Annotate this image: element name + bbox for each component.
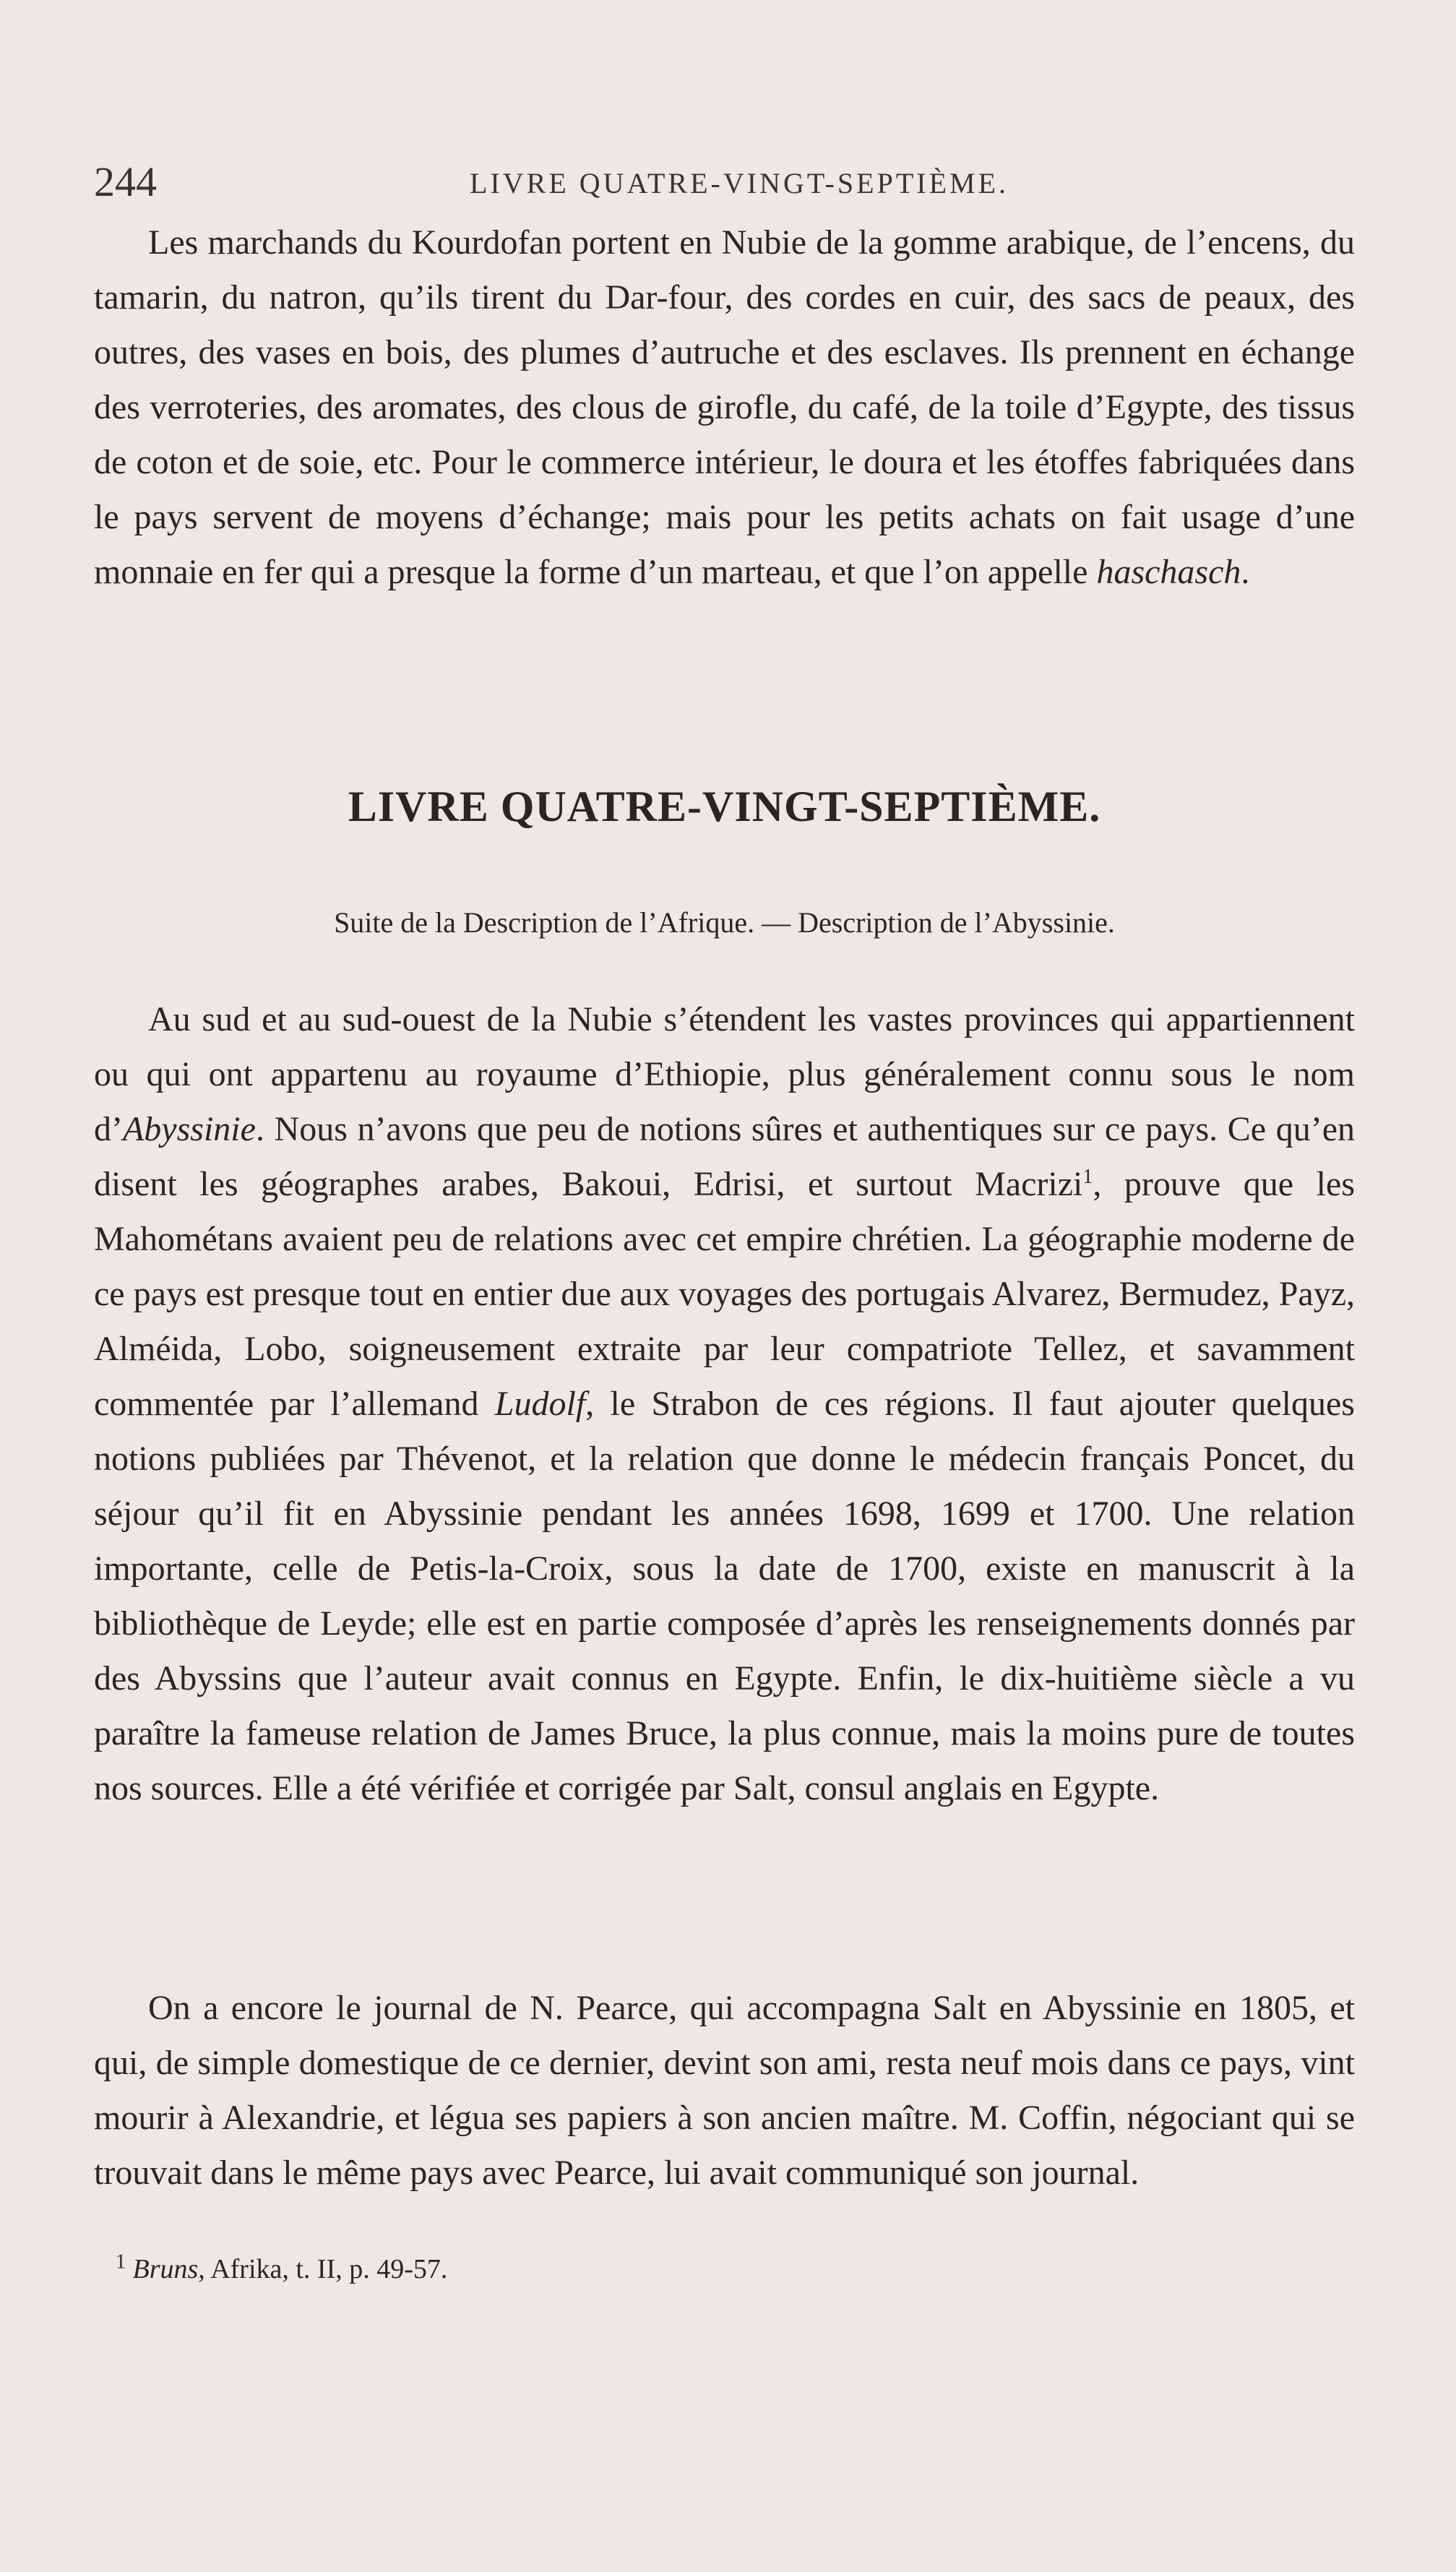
paragraph-text-3: , prouve que les Mahométans avaient peu de relations avec cet empire chrétien. La géographie moderne de ce pays est presque tout en entier due aux voyages des portugais Alvarez, Bermudez, Payz, Alméida, Lobo, soigneusement extraite par leur compatriote Tellez, et savamment commentée par l’allemand: [94, 1165, 1356, 1423]
paragraph-text: Les marchands du Kourdofan portent en Nubie de la gomme arabique, de l’encens, du tamarin, du natron, qu’ils tirent du Dar-four, des cordes en cuir, des sacs de peaux, des outres, des vases en bois, des plumes d’autruche et des esclaves. Ils prennent en échange des verroteries, des aromates, des clous de girofle, du café, de la toile d’Egypte, des tissus de coton et de soie, etc. Pour le commerce intérieur, le doura et les étoffes fabriquées dans le pays servent de moyens d’échange; mais pour les petits achats on fait usage d’une monnaie en fer qui a presque la forme d’un marteau, et que l’on appelle: [94, 223, 1355, 591]
running-head: LIVRE QUATRE-VINGT-SEPTIÈME.: [470, 167, 1009, 199]
footnote-author: Bruns: [132, 2254, 199, 2284]
italic-name-ludolf: Ludolf: [494, 1385, 586, 1423]
page-number: 244: [94, 158, 157, 205]
paragraph-kourdofan-trade: [94, 215, 1355, 600]
italic-term-abyssinie: Abyssinie: [122, 1110, 256, 1148]
paragraph-pearce-journal: [94, 1981, 1355, 2201]
chapter-subtitle: Suite de la Description de l’Afrique. — Description de l’Abyssinie.: [334, 906, 1115, 939]
footnote-reference[interactable]: 1: [1082, 1166, 1093, 1188]
paragraph-text-4: , le Strabon de ces régions. Il faut ajouter quelques notions publiées par Thévenot, et la relation que donne le médecin français Poncet, du séjour qu’il fit en Abyssinie pendant les années 1698, 1699 et 1700. Une relation importante, celle de Petis-la-Croix, sous la date de 1700, existe en manuscrit à la bibliothèque de Leyde; elle est en partie composée d’après les renseignements donnés par des Abyssins que l’auteur avait connus en Egypte. Enfin, le dix-huitième siècle a vu paraître la fameuse relation de James Bruce, la plus connue, mais la moins pure de toutes nos sources. Elle a été vérifiée et corrigée par Salt, consul anglais en Egypte.: [94, 1385, 1355, 1807]
paragraph-end: .: [1241, 553, 1250, 591]
paragraph-text-2: . Nous n’avons que peu de notions sûres et authentiques sur ce pays. Ce qu’en disent les géographes arabes, Bakoui, Edrisi, et surtout Macrizi: [94, 1110, 1355, 1203]
paragraph-abyssinia-sources: [94, 992, 1355, 1816]
paragraph-text: On a encore le journal de N. Pearce, qui accompagna Salt en Abyssinie en 1805, et qui, de simple domestique de ce dernier, devint son ami, resta neuf mois dans ce pays, vint mourir à Alexandrie, et légua ses papiers à son ancien maître. M. Coffin, négociant qui se trouvait dans le même pays avec Pearce, lui avait communiqué son journal.: [94, 1989, 1355, 2192]
footnote: [116, 2250, 448, 2285]
footnote-mark: 1: [116, 2250, 126, 2274]
footnote-text: , Afrika, t. II, p. 49-57.: [198, 2254, 448, 2284]
italic-term-haschasch: haschasch: [1096, 553, 1241, 591]
book-title: LIVRE QUATRE-VINGT-SEPTIÈME.: [348, 783, 1101, 830]
paragraph-text-1: Au sud et au sud-ouest de la Nubie s’étendent les vastes provinces qui appartiennent ou qui ont appartenu au royaume d’Ethiopie, plus généralement connu sous le nom d’: [94, 1000, 1355, 1148]
page-header: [94, 158, 1355, 215]
